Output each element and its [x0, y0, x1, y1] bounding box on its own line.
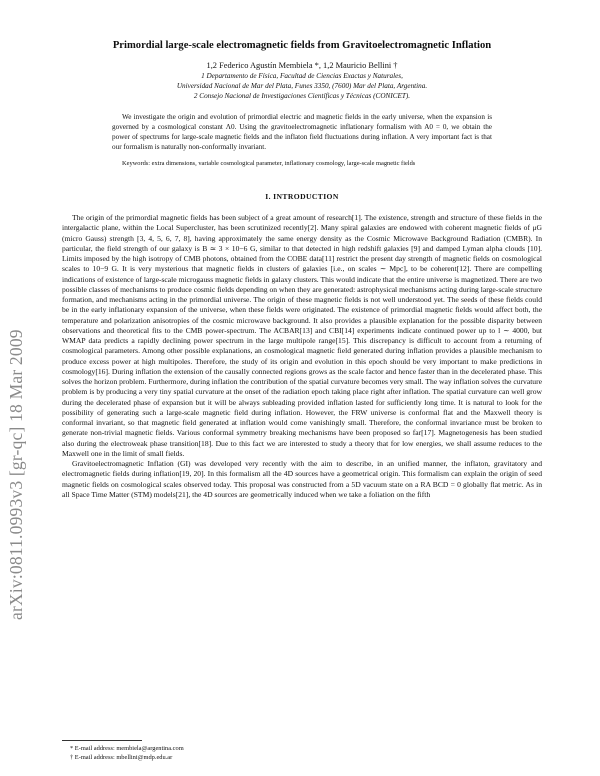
footnote-rule	[62, 740, 142, 741]
section-heading: I. INTRODUCTION	[265, 192, 339, 202]
affiliation-2: 2 Consejo Nacional de Investigaciones Científicas y Técnicas (CONICET).	[193, 91, 411, 100]
body-text	[62, 213, 542, 500]
footnotes	[62, 744, 542, 762]
affiliation-1: 1 Departamento de Física, Facultad de Ciencias Exactas y Naturales,	[201, 72, 403, 80]
arxiv-side-stamp: arXiv:0811.0993v3 [gr-qc] 18 Mar 2009	[6, 329, 26, 620]
paper-page	[62, 40, 542, 500]
affiliations	[62, 72, 542, 101]
abstract-text: We investigate the origin and evolution of primordial electric and magnetic fields in the early universe, when the expansion is governed by a cosmological constant Λ0. Using the gravitoelectromagnetic inflationary formalism with A0 = 0, we obtain the power of spectrums for large-scale magnetic fields and the inflaton field fluctuations during inflation. A very important fact is that our formalism is naturally non-conformally invariant.	[112, 113, 492, 151]
footnote-2: † E-mail address: mbellini@mdp.edu.ar	[70, 754, 173, 761]
paragraph-2: Gravitoelectromagnetic Inflation (GI) was developed very recently with the aim to describe, in an unified manner, the inflaton, gravitatory and electromagnetic fields during inflation[19, 20]. In this formalism all the 4D sources have a geometrical origin. This formalism can explain the origin of seed magnetic fields on cosmological scales observed today. This proposal was constructed from a 5D vacuum state on a RA BCD = 0 globally flat metric. As in all Space Time Matter (STM) models[21], the 4D sources are geometrically induced when we take a foliation on the fifth	[62, 459, 542, 499]
paper-title: Primordial large-scale electromagnetic fields from Gravitoelectromagnetic Inflation	[112, 40, 492, 51]
affiliation-1-cont: Universidad Nacional de Mar del Plata, Funes 3350, (7600) Mar del Plata, Argentina.	[176, 81, 428, 90]
paragraph-1: The origin of the primordial magnetic fields has been subject of a great amount of research[1]. The existence, strength and structure of these fields in the intergalactic plane, within the Local Supercluster, has been scrutinized recently[2]. Many spiral galaxies are endowed with coherent magnetic fields of μG (micro Gauss) strength [3, 4, 5, 6, 7, 8], having approximately the same energy density as the Cosmic Microwave Background Radiation (CMBR). In particular, the field strength of our galaxy is B ≃ 3 × 10−6 G, similar to that detected in high redshift galaxies [9] and damped Lyman alpha clouds [10]. Limits imposed by the high isotropy of CMB photons, obtained from the COBE data[11] restrict the present day strength of magnetic fields on cosmological scales to 10−9 G. It is very mysterious that magnetic fields in clusters of galaxies [i.e., on scales ∼ Mpc], to be coherent[12]. There are compelling indications of existence of large-scale microgauss magnetic fields in galaxy clusters. This would indicate that the entire universe is magnetized. There are two possible classes of mechanisms to produce cosmic fields depending on when they are generated: astrophysical mechanisms acting during large-scale structure formation, and mechanisms acting in the primordial universe. The origin of these magnetic fields is not well understood yet. The seeds of these fields could be in the early inflationary expansion of the universe, when these fields were originated. The existence of primordial magnetic fields would affect both, the temperature and polarization anisotropies of the cosmic microwave background. It also provides a plausible explanation for the possible disparity between observations and theoretical fits to the CMB power-spectrum. The ACBAR[13] and CBI[14] experiments indicate continued power up to l ∼ 4000, but WMAP data predicts a rapidly declining power spectrum in the large multipole range[15]. This discrepancy is difficult to account from a returning of cosmological parameters. Among other possible explanations, an cosmological magnetic field generated during inflation provides a plausible mechanism to produce excess power at high multipoles. Therefore, the study of its origin and evolution in this epoch should be very important to make predictions in cosmology[16]. During inflation the extension of the causally connected regions grows as the scale factor and hence faster than in the decelerated phase. This solves the horizon problem. Furthermore, during inflation the contribution of the spatial curvature becomes very small. The way inflation solves the curvature problem is by producing a very tiny spatial curvature at the onset of the radiation epoch taking place right after inflation. The spatial curvature can well grow during the decelerated phase of expansion but it will be always subleading provided inflation lasted for sufficiently long time. It is natural to look for the possibility of generating such a large-scale magnetic field during inflation. However, the FRW universe is conformal flat and the Maxwell theory is conformal invariant, so that magnetic field generated at inflation would come vanishingly small. Therefore, the conformal invariance must be broken to generate non-trivial magnetic fields. Various conformal symmetry breaking mechanisms have been proposed so far[17]. Magnetogenesis has been studied also during the electroweak phase transition[18]. Due to this fact we are interested to study a theory that for low energies, we shall assume reduces to the Maxwell one in the limit of small fields.	[62, 213, 542, 458]
author-line: 1,2 Federico Agustín Membiela *, 1,2 Mauricio Bellini †	[206, 61, 398, 70]
footnote-1: * E-mail address: membiela@argentina.com	[70, 745, 184, 752]
abstract	[112, 113, 492, 152]
keywords: Keywords: extra dimensions, variable cosmological parameter, inflationary cosmology, large-scale magnetic fields	[122, 159, 416, 167]
